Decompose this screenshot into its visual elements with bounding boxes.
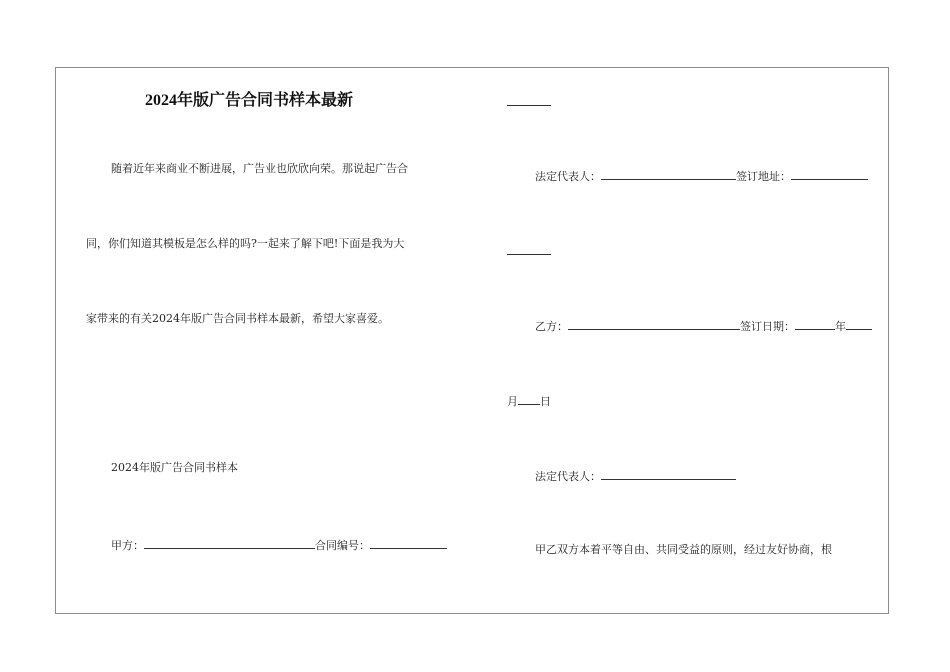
party-b-label: 乙方： xyxy=(535,320,568,333)
legal-rep-label-2: 法定代表人： xyxy=(535,470,601,483)
sign-place-blank-continued[interactable] xyxy=(507,253,551,255)
sign-date-label: 签订日期： xyxy=(740,320,795,333)
continued-blank-top[interactable] xyxy=(507,104,551,106)
party-a-label: 甲方： xyxy=(111,539,144,552)
legal-rep-blank-1[interactable] xyxy=(601,168,736,180)
sign-month-blank[interactable] xyxy=(846,318,872,330)
party-b-line xyxy=(535,318,872,334)
sign-year-blank[interactable] xyxy=(795,318,835,330)
document-title: 2024年版广告合同书样本最新 xyxy=(145,92,354,109)
legal-rep-blank-2[interactable] xyxy=(601,468,736,480)
legal-rep-line-1 xyxy=(535,168,868,184)
contract-number-label: 合同编号： xyxy=(315,539,370,552)
day-char: 日 xyxy=(540,395,551,408)
sign-day-blank[interactable] xyxy=(518,393,540,405)
intro-paragraph-line-1: 随着近年来商业不断进展，广告业也欣欣向荣。那说起广告合 xyxy=(111,162,408,175)
principle-paragraph-line: 甲乙双方本着平等自由、共同受益的原则，经过友好协商，根 xyxy=(535,543,832,556)
party-a-blank[interactable] xyxy=(144,537,315,549)
month-day-line xyxy=(507,393,551,409)
intro-paragraph-line-2: 同，你们知道其模板是怎么样的吗?一起来了解下吧!下面是我为大 xyxy=(86,237,405,250)
sign-place-label: 签订地址： xyxy=(736,170,791,183)
contract-subtitle: 2024年版广告合同书样本 xyxy=(111,461,238,474)
page-border xyxy=(55,67,889,614)
legal-rep-label-1: 法定代表人： xyxy=(535,170,601,183)
year-char: 年 xyxy=(835,320,846,333)
month-char: 月 xyxy=(507,395,518,408)
contract-number-blank[interactable] xyxy=(370,537,447,549)
party-a-line xyxy=(111,537,447,553)
intro-paragraph-line-3: 家带来的有关2024年版广告合同书样本最新，希望大家喜爱。 xyxy=(86,312,389,325)
legal-rep-line-2 xyxy=(535,468,736,484)
sign-place-blank[interactable] xyxy=(791,168,868,180)
party-b-blank[interactable] xyxy=(568,318,740,330)
